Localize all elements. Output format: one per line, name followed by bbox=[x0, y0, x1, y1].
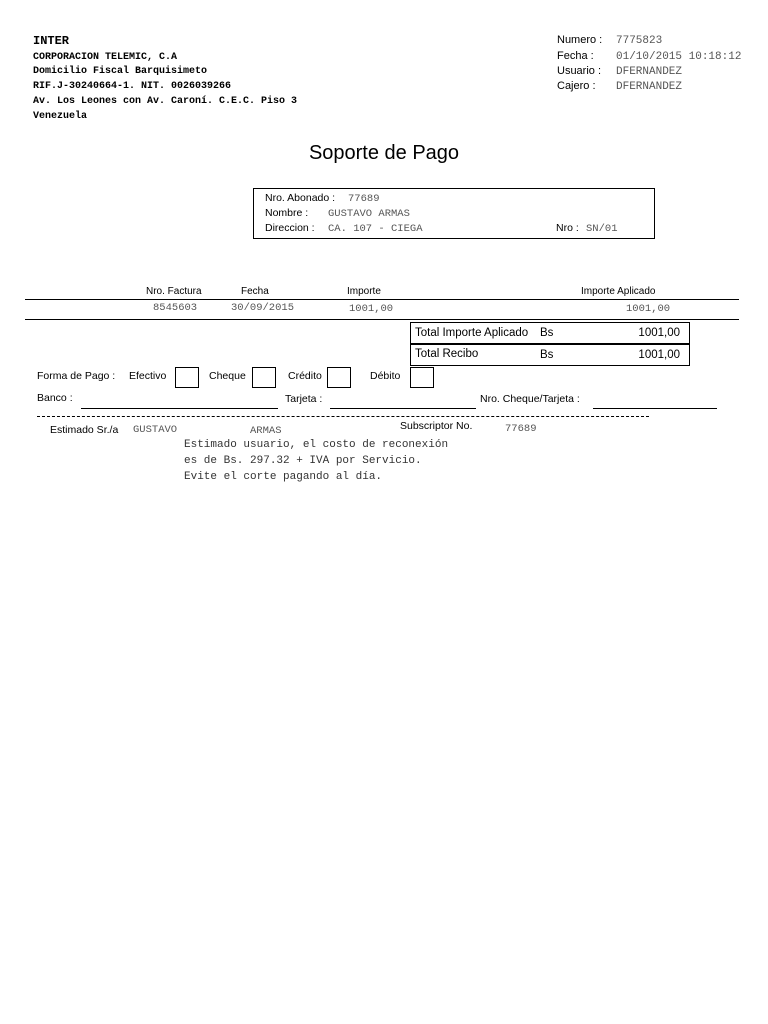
cell-importe: 1001,00 bbox=[349, 303, 394, 315]
table-bottom-rule bbox=[25, 319, 739, 320]
table-header-rule bbox=[25, 299, 739, 300]
col-header-factura: Nro. Factura bbox=[146, 286, 202, 297]
fecha-label: Fecha : bbox=[557, 50, 594, 62]
company-name: INTER bbox=[33, 34, 70, 48]
tarjeta-field[interactable] bbox=[330, 408, 476, 409]
subscriptor-label: Subscriptor No. bbox=[400, 420, 473, 432]
notice-line: es de Bs. 297.32 + IVA por Servicio. bbox=[184, 455, 422, 467]
nro-value: SN/01 bbox=[586, 223, 618, 235]
direccion-label: Direccion : bbox=[265, 222, 315, 234]
notice-line: Evite el corte pagando al día. bbox=[184, 471, 383, 483]
col-header-importe: Importe bbox=[347, 286, 381, 297]
nro-cheque-label: Nro. Cheque/Tarjeta : bbox=[480, 393, 580, 405]
company-address: Av. Los Leones con Av. Caroní. C.E.C. Piso 3 bbox=[33, 96, 298, 107]
efectivo-label: Efectivo bbox=[129, 370, 167, 382]
company-country: Venezuela bbox=[33, 111, 88, 122]
fecha-value: 01/10/2015 10:18:12 bbox=[616, 51, 742, 63]
document-title: Soporte de Pago bbox=[308, 142, 460, 164]
usuario-label: Usuario : bbox=[557, 65, 602, 77]
numero-value: 7775823 bbox=[616, 35, 663, 47]
debito-label: Débito bbox=[370, 370, 401, 382]
estimado-label: Estimado Sr./a bbox=[50, 424, 119, 436]
numero-label: Numero : bbox=[557, 34, 603, 46]
nro-cheque-field[interactable] bbox=[593, 408, 717, 409]
total-recibo-label: Total Recibo bbox=[415, 348, 479, 360]
total-aplicado-currency: Bs bbox=[540, 327, 554, 339]
banco-field[interactable] bbox=[81, 408, 278, 409]
cell-importe-aplicado: 1001,00 bbox=[626, 303, 671, 315]
footer-first-name: GUSTAVO bbox=[133, 424, 178, 436]
cell-fecha: 30/09/2015 bbox=[231, 302, 295, 314]
total-recibo-value: 1001,00 bbox=[638, 349, 680, 361]
cajero-label: Cajero : bbox=[557, 80, 596, 92]
nombre-value: GUSTAVO ARMAS bbox=[328, 208, 410, 220]
cheque-checkbox[interactable] bbox=[252, 367, 276, 388]
company-rif: RIF.J-30240664-1. NIT. 0026039266 bbox=[33, 81, 232, 92]
usuario-value: DFERNANDEZ bbox=[616, 66, 683, 78]
nombre-label: Nombre : bbox=[265, 207, 309, 219]
footer-last-name: ARMAS bbox=[250, 425, 282, 437]
notice-line: Estimado usuario, el costo de reconexión bbox=[184, 439, 449, 451]
direccion-value: CA. 107 - CIEGA bbox=[328, 223, 423, 235]
banco-label: Banco : bbox=[37, 392, 73, 404]
col-header-importe-aplicado: Importe Aplicado bbox=[581, 286, 656, 297]
cell-factura: 8545603 bbox=[153, 302, 198, 314]
abonado-label: Nro. Abonado : bbox=[265, 192, 336, 204]
total-aplicado-value: 1001,00 bbox=[638, 327, 680, 339]
total-recibo-currency: Bs bbox=[540, 349, 554, 361]
nro-label: Nro : bbox=[556, 222, 579, 234]
tarjeta-label: Tarjeta : bbox=[285, 393, 323, 405]
cheque-label: Cheque bbox=[209, 370, 246, 382]
efectivo-checkbox[interactable] bbox=[175, 367, 199, 388]
col-header-fecha: Fecha bbox=[241, 286, 269, 297]
company-fiscal: Domicilio Fiscal Barquisimeto bbox=[33, 66, 208, 77]
company-legal-name: CORPORACION TELEMIC, C.A bbox=[33, 52, 178, 63]
cajero-value: DFERNANDEZ bbox=[616, 81, 683, 93]
credito-label: Crédito bbox=[288, 370, 322, 382]
credito-checkbox[interactable] bbox=[327, 367, 351, 388]
total-aplicado-label: Total Importe Aplicado bbox=[415, 327, 529, 339]
debito-checkbox[interactable] bbox=[410, 367, 434, 388]
forma-pago-label: Forma de Pago : bbox=[37, 370, 116, 382]
abonado-value: 77689 bbox=[348, 193, 380, 205]
subscriptor-value: 77689 bbox=[505, 423, 537, 435]
cut-line bbox=[37, 416, 649, 417]
